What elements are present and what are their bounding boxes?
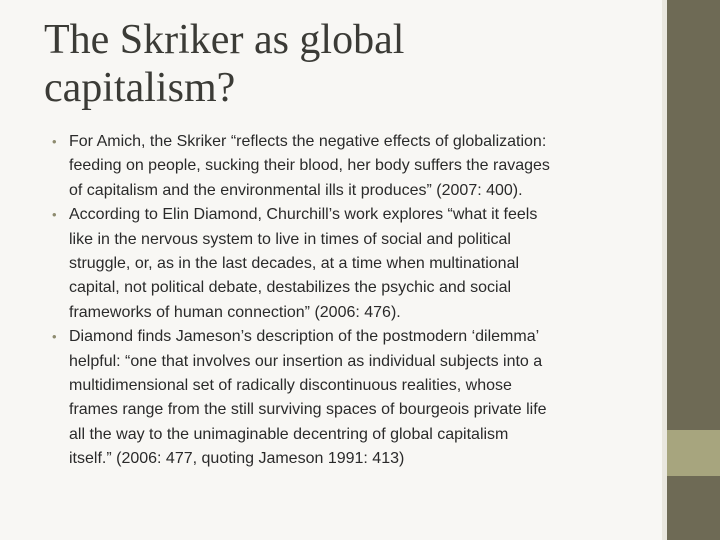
bullet-line: all the way to the unimaginable decentring of global capitalism [69,425,509,443]
bullet-line: helpful: “one that involves our insertion as individual subjects into a [69,352,543,370]
bullet-icon: • [52,134,57,149]
title-line: The Skriker as global [44,17,405,63]
title-line: capitalism? [44,65,236,111]
bullet-line: like in the nervous system to live in times of social and political [69,230,511,248]
sidebar-bottom-band [667,476,720,540]
bullet-list [52,130,652,472]
bullet-line: For Amich, the Skriker “reflects the negative effects of globalization: [69,133,547,150]
bullet-line: feeding on people, sucking their blood, her body suffers the ravages [69,157,550,175]
decorative-sidebar [667,0,720,540]
bullet-item [52,130,652,203]
bullet-line: multidimensional set of radically discontinuous realities, whose [69,377,512,395]
slide-title [44,16,644,112]
bullet-line: of capitalism and the environmental ills it produces” (2007: 400). [69,181,523,199]
bullet-line: struggle, or, as in the last decades, at a time when multinational [69,255,520,273]
sidebar-top-band [667,0,720,430]
sidebar-accent-band [667,430,720,476]
bullet-line: frames range from the still surviving spaces of bourgeois private life [69,401,547,419]
bullet-line: itself.” (2006: 477, quoting Jameson 1991: 413) [69,450,405,468]
bullet-line: Diamond finds Jameson’s description of the postmodern ‘dilemma’ [69,328,540,346]
bullet-line: frameworks of human connection” (2006: 476). [69,303,401,321]
bullet-line: capital, not political debate, destabilizes the psychic and social [69,279,512,297]
bullet-line: According to Elin Diamond, Churchill’s work explores “what it feels [69,206,538,224]
bullet-icon: • [52,207,57,223]
bullet-item [52,203,652,325]
bullet-item [52,325,652,471]
bullet-icon: • [52,329,57,345]
